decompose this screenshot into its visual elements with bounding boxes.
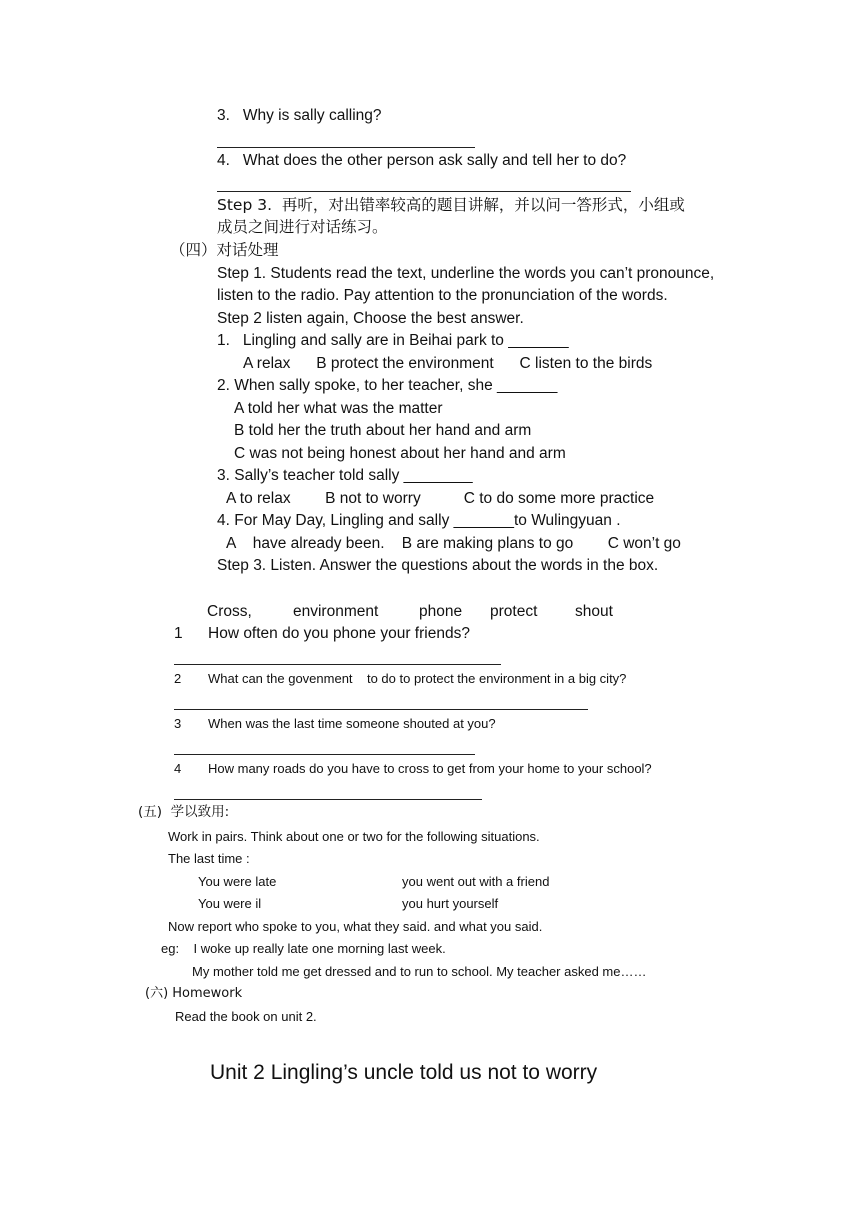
answer-line: [174, 709, 588, 710]
question-4-other-person: 4. What does the other person ask sally and tell her to do?: [217, 152, 627, 169]
unit-title: Unit 2 Lingling’s uncle told us not to worry: [210, 1061, 598, 1084]
word-phone: phone: [419, 603, 463, 620]
situation-hurt: you hurt yourself: [402, 896, 499, 911]
work-in-pairs-instruction: Work in pairs. Think about one or two for the following situations.: [168, 829, 540, 844]
section-6-heading: (六) Homework: [145, 986, 243, 1001]
step3-listen-heading: Step 3. Listen. Answer the questions about the words in the box.: [217, 557, 659, 574]
answer-line: [217, 147, 475, 148]
mc-question-1-options: A relax B protect the environment C listen to the birds: [243, 355, 653, 372]
question-number: 2: [174, 671, 182, 686]
answer-line: [174, 799, 482, 800]
question-text: How often do you phone your friends?: [208, 625, 470, 642]
section-4-heading: （四）对话处理: [170, 241, 279, 259]
question-number: 3: [174, 716, 182, 731]
question-number: 4: [174, 761, 182, 776]
word-cross: Cross,: [207, 603, 252, 620]
mc-question-3: 3. Sally’s teacher told sally ________: [217, 467, 473, 484]
question-number: 1: [174, 625, 183, 642]
example-line-1: eg: I woke up really late one morning last week.: [161, 941, 446, 956]
mc-question-2: 2. When sally spoke, to her teacher, she _______: [217, 377, 558, 394]
step3-instruction-line2: 成员之间进行对话练习。: [217, 218, 388, 236]
question-3-why-calling: 3. Why is sally calling?: [217, 107, 382, 124]
answer-line: [174, 754, 475, 755]
situation-went-out: you went out with a friend: [402, 874, 550, 889]
mc-question-2-option-c: C was not being honest about her hand and arm: [234, 445, 566, 462]
answer-line: [174, 664, 501, 665]
step2-heading: Step 2 listen again, Choose the best answer.: [217, 310, 524, 327]
report-instruction: Now report who spoke to you, what they said. and what you said.: [168, 919, 543, 934]
mc-question-2-option-a: A told her what was the matter: [234, 400, 443, 417]
question-text: How many roads do you have to cross to get from your home to your school?: [208, 761, 652, 776]
mc-question-4: 4. For May Day, Lingling and sally _______to Wulingyuan .: [217, 512, 621, 529]
step1-line1: Step 1. Students read the text, underline the words you can’t pronounce,: [217, 265, 715, 282]
word-protect: protect: [490, 603, 538, 620]
mc-question-2-option-b: B told her the truth about her hand and arm: [234, 422, 532, 439]
mc-question-4-options: A have already been. B are making plans to go C won’t go: [226, 535, 681, 552]
step1-line2: listen to the radio. Pay attention to the pronunciation of the words.: [217, 287, 668, 304]
word-environment: environment: [293, 603, 379, 620]
answer-line: [217, 191, 631, 192]
question-text: What can the govenment to do to protect the environment in a big city?: [208, 671, 627, 686]
step3-instruction-line1: Step 3. 再听，对出错率较高的题目讲解，并以问一答形式，小组或: [217, 196, 685, 214]
example-line-2: My mother told me get dressed and to run to school. My teacher asked me……: [192, 964, 647, 979]
homework-text: Read the book on unit 2.: [175, 1009, 317, 1024]
last-time-label: The last time :: [168, 851, 250, 866]
situation-late: You were late: [198, 874, 277, 889]
question-text: When was the last time someone shouted at you?: [208, 716, 496, 731]
mc-question-1: 1. Lingling and sally are in Beihai park to _______: [217, 332, 569, 349]
word-shout: shout: [575, 603, 613, 620]
mc-question-3-options: A to relax B not to worry C to do some more practice: [226, 490, 655, 507]
section-5-heading: (五) 学以致用:: [138, 804, 230, 820]
situation-ill: You were il: [198, 896, 262, 911]
